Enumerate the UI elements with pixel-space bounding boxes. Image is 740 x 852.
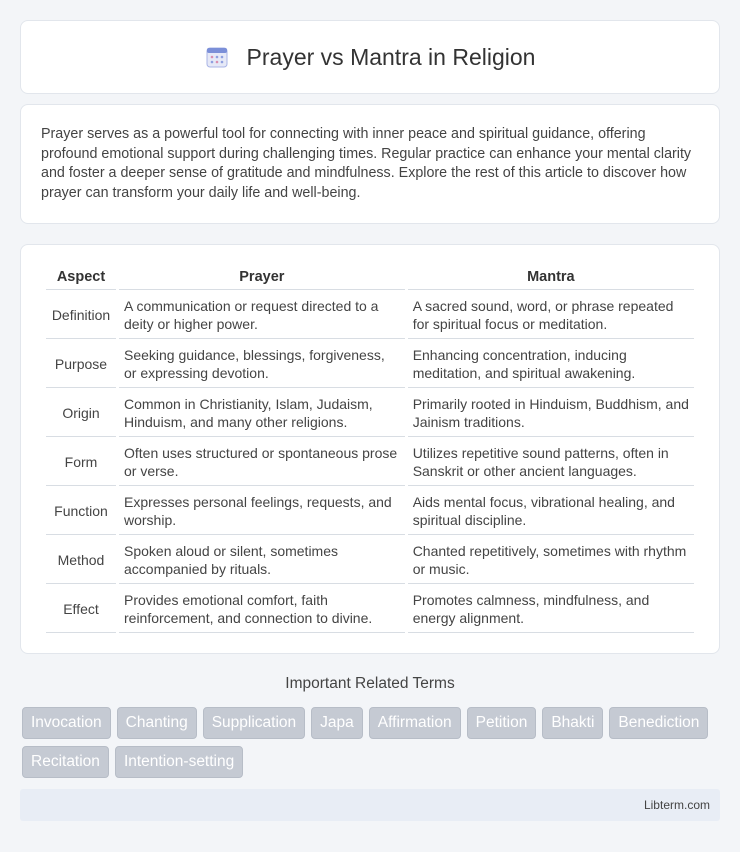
table-row <box>46 486 694 535</box>
related-terms-tags <box>22 707 722 778</box>
tag-bhakti[interactable]: Bhakti <box>542 707 603 739</box>
cell-prayer: Common in Christianity, Islam, Judaism, Hinduism, and many other religions. <box>119 388 405 437</box>
intro-text: Prayer serves as a powerful tool for connecting with inner peace and spiritual guidance, offering profound emotional support during challenging times. Regular practice can enhance your mental clarity and foster a deeper sense of gratitude and mindfulness. Explore the rest of this article to discover how prayer can transform your daily life and well-being. <box>41 126 692 201</box>
cell-aspect: Origin <box>46 388 116 437</box>
calendar-icon <box>205 45 229 69</box>
cell-aspect: Purpose <box>46 339 116 388</box>
table-header-row <box>46 265 694 290</box>
tag-invocation[interactable]: Invocation <box>22 707 111 739</box>
tag-intention-setting[interactable]: Intention-setting <box>115 746 243 778</box>
cell-mantra: Primarily rooted in Hinduism, Buddhism, and Jainism traditions. <box>408 388 694 437</box>
tag-petition[interactable]: Petition <box>467 707 537 739</box>
cell-aspect: Method <box>46 535 116 584</box>
column-header-prayer: Prayer <box>119 265 405 290</box>
tag-chanting[interactable]: Chanting <box>117 707 197 739</box>
column-header-mantra: Mantra <box>408 265 694 290</box>
cell-mantra: Utilizes repetitive sound patterns, often in Sanskrit or other ancient languages. <box>408 437 694 486</box>
column-header-aspect: Aspect <box>46 265 116 290</box>
page-title: Prayer vs Mantra in Religion <box>246 43 536 70</box>
cell-prayer: Provides emotional comfort, faith reinforcement, and connection to divine. <box>119 584 405 633</box>
footer-site-link[interactable]: Libterm.com <box>643 798 710 812</box>
tag-recitation[interactable]: Recitation <box>22 746 109 778</box>
cell-mantra: Aids mental focus, vibrational healing, and spiritual discipline. <box>408 486 694 535</box>
cell-prayer: Often uses structured or spontaneous prose or verse. <box>119 437 405 486</box>
cell-mantra: Chanted repetitively, sometimes with rhythm or music. <box>408 535 694 584</box>
tag-benediction[interactable]: Benediction <box>609 707 708 739</box>
tag-japa[interactable]: Japa <box>311 707 363 739</box>
table-row <box>46 339 694 388</box>
cell-prayer: Spoken aloud or silent, sometimes accompanied by rituals. <box>119 535 405 584</box>
related-terms-title: Important Related Terms <box>285 675 455 692</box>
table-row <box>46 290 694 339</box>
footer <box>20 789 720 821</box>
cell-prayer: Expresses personal feelings, requests, and worship. <box>119 486 405 535</box>
table-row <box>46 388 694 437</box>
cell-prayer: A communication or request directed to a deity or higher power. <box>119 290 405 339</box>
table-row <box>46 437 694 486</box>
table-row <box>46 584 694 633</box>
cell-aspect: Function <box>46 486 116 535</box>
cell-prayer: Seeking guidance, blessings, forgiveness, or expressing devotion. <box>119 339 405 388</box>
table-row <box>46 535 694 584</box>
tag-affirmation[interactable]: Affirmation <box>369 707 461 739</box>
cell-aspect: Form <box>46 437 116 486</box>
cell-aspect: Definition <box>46 290 116 339</box>
tag-supplication[interactable]: Supplication <box>203 707 305 739</box>
intro-card <box>20 104 720 224</box>
cell-mantra: A sacred sound, word, or phrase repeated for spiritual focus or meditation. <box>408 290 694 339</box>
comparison-table <box>43 265 697 633</box>
cell-mantra: Promotes calmness, mindfulness, and energy alignment. <box>408 584 694 633</box>
header-card <box>20 20 720 94</box>
comparison-table-card <box>20 244 720 654</box>
cell-mantra: Enhancing concentration, inducing meditation, and spiritual awakening. <box>408 339 694 388</box>
cell-aspect: Effect <box>46 584 116 633</box>
